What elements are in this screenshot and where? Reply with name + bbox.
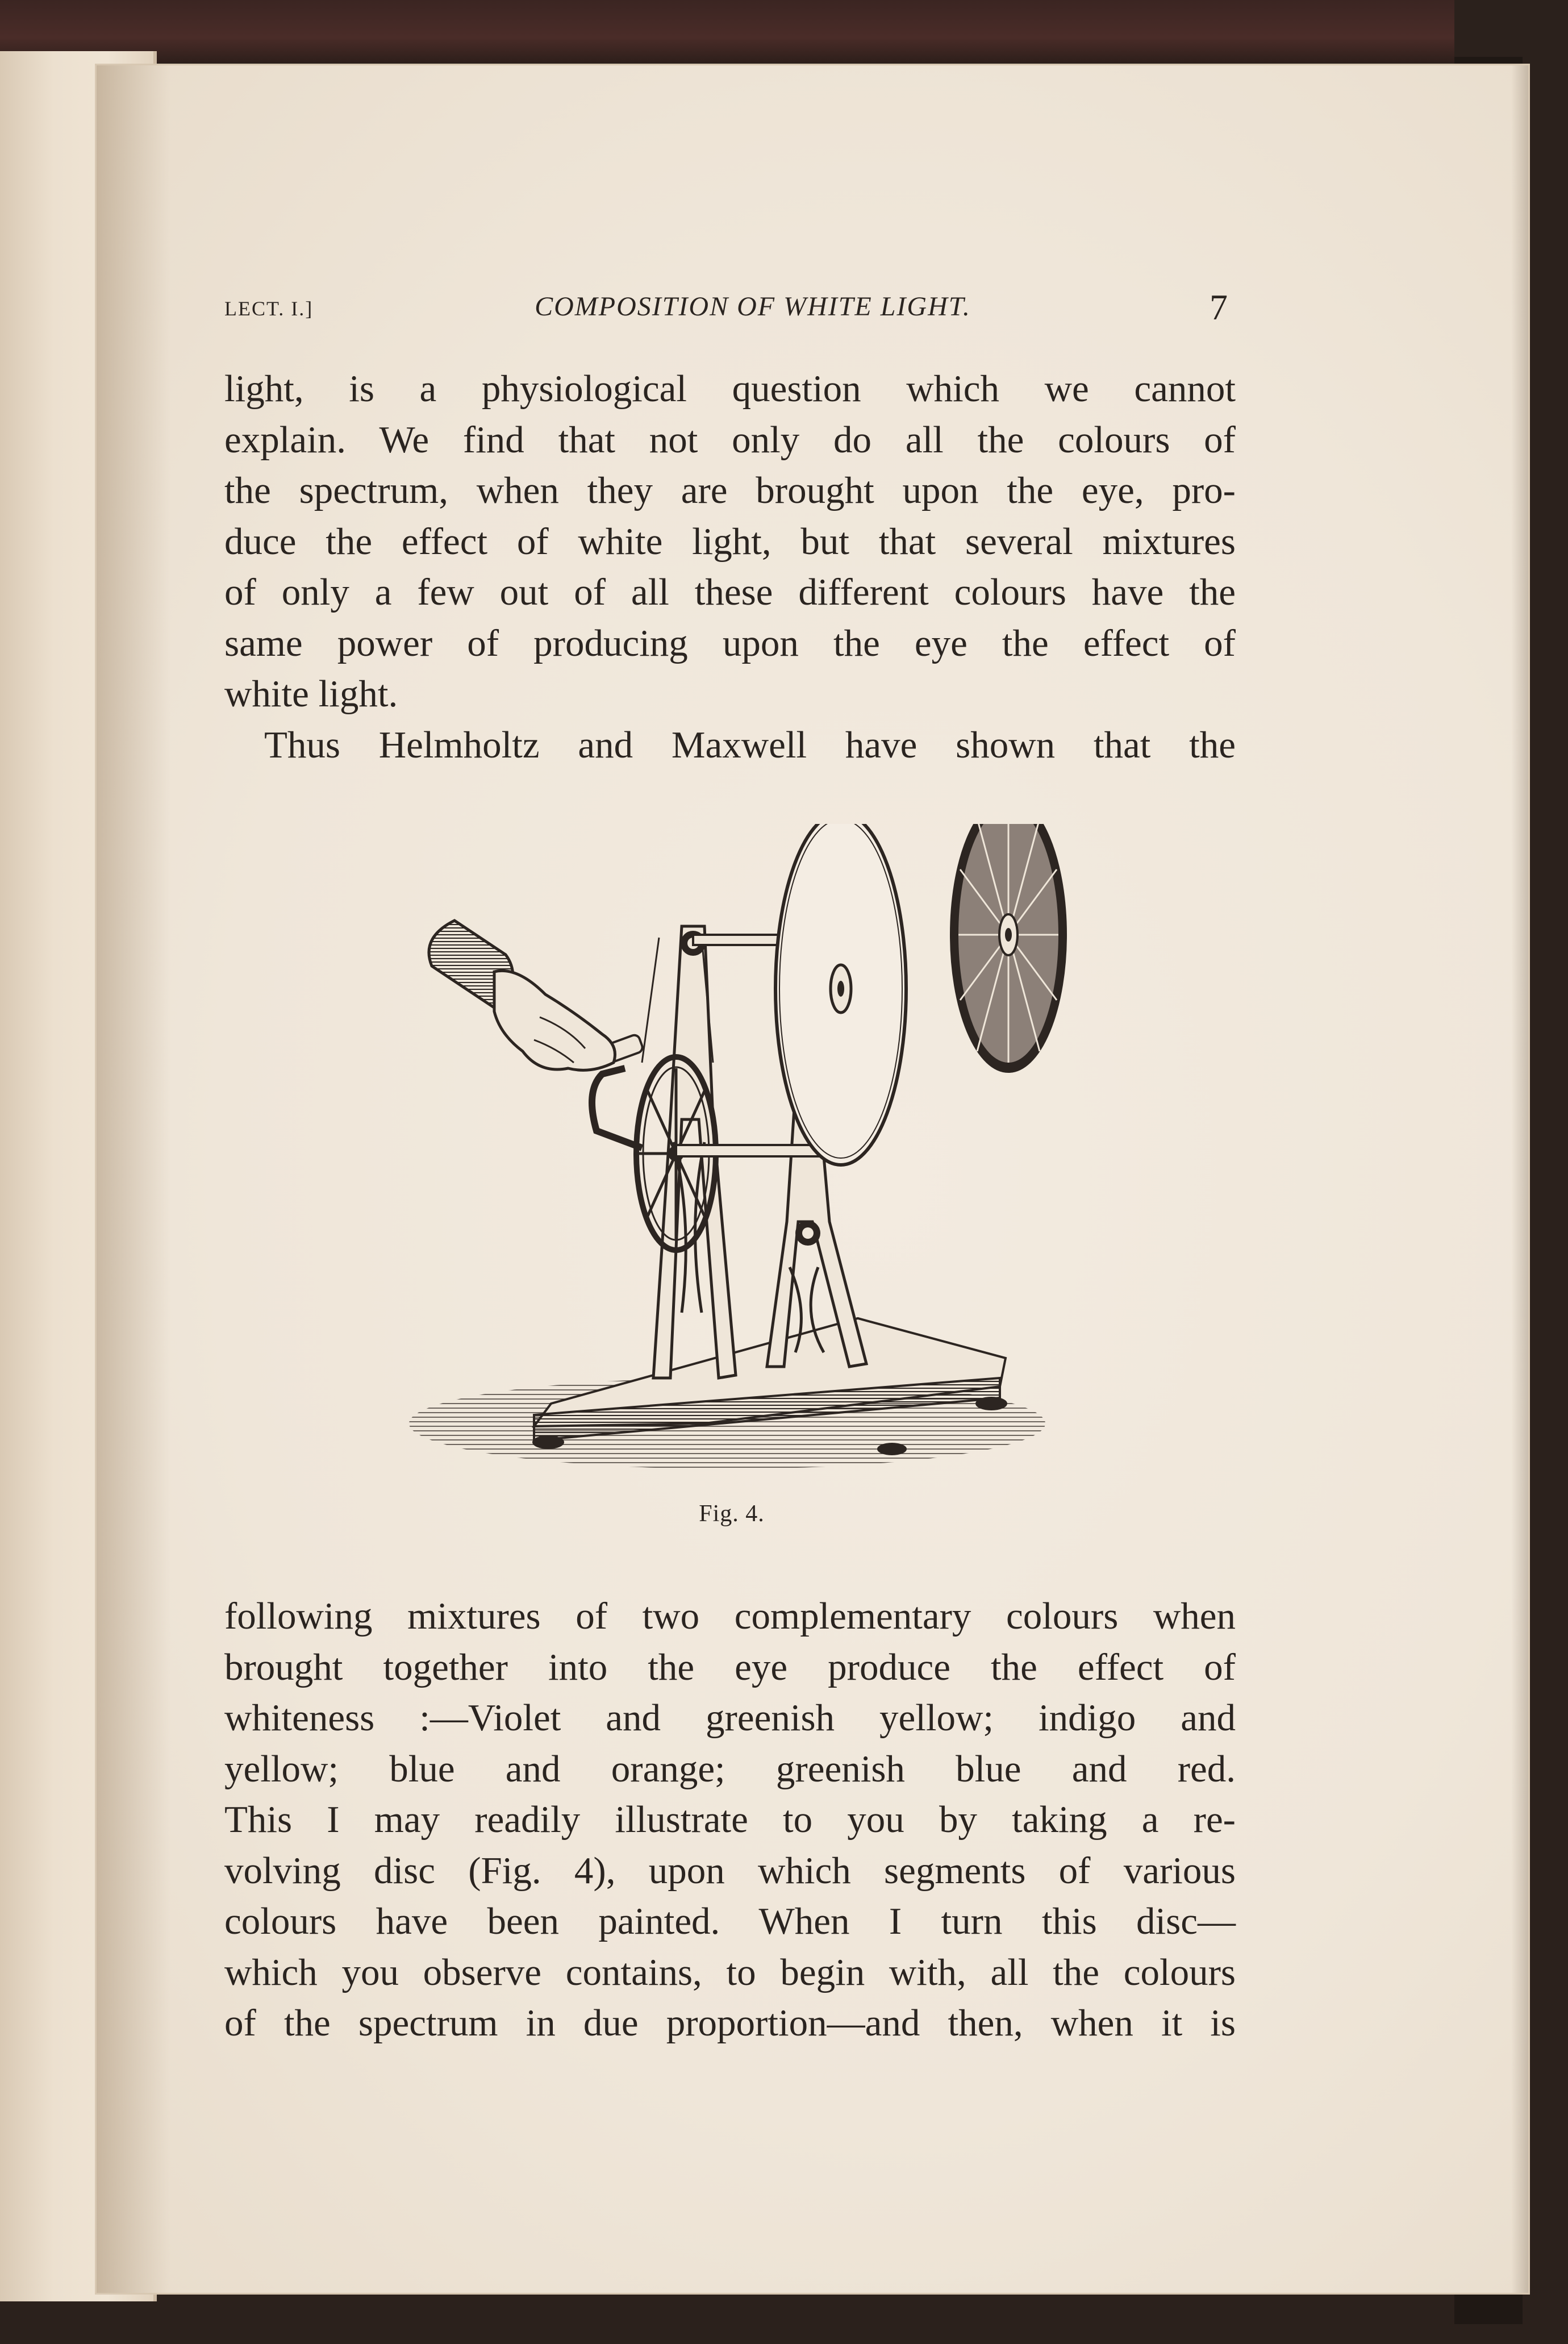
text-line: explain. We find that not only do all the colours of <box>224 418 1236 461</box>
text-line: duce the effect of white light, but that several mixtures <box>224 520 1236 563</box>
text-line: white light. <box>224 673 398 715</box>
text-line: This I may readily illustrate to you by taking a re- <box>224 1798 1236 1841</box>
text-line: volving disc (Fig. 4), upon which segments of various <box>224 1849 1236 1892</box>
figure-4-illustration <box>386 824 1079 1494</box>
running-header-lecture: LECT. I.] <box>224 297 314 320</box>
text-line: yellow; blue and orange; greenish blue and red. <box>224 1747 1236 1790</box>
text-line: which you observe contains, to begin with, all the colours <box>224 1951 1236 1993</box>
figure-caption: Fig. 4. <box>699 1501 765 1527</box>
text-line: colours have been painted. When I turn this disc— <box>224 1900 1236 1942</box>
page-edge-shadow <box>1511 65 1528 2293</box>
text-line: the spectrum, when they are brought upon the eye, pro- <box>224 469 1236 511</box>
white-disc <box>775 824 906 1165</box>
revolving-disc-apparatus <box>386 824 1079 1494</box>
running-header <box>224 289 1236 334</box>
text-line: brought together into the eye produce the effect of <box>224 1646 1236 1688</box>
text-line: of the spectrum in due proportion—and then, when it is <box>224 2002 1236 2044</box>
paragraph-bottom <box>224 1591 1236 2049</box>
text-line: Thus Helmholtz and Maxwell have shown that the <box>264 723 1236 766</box>
page-number: 7 <box>1210 287 1228 327</box>
coloured-segment-disc <box>952 824 1065 1071</box>
text-line: same power of producing upon the eye the effect of <box>224 622 1236 664</box>
paragraph-top <box>224 364 1236 771</box>
text-line: whiteness :—Violet and greenish yellow; indigo and <box>224 1697 1236 1739</box>
hand-turning-crank <box>429 921 615 1070</box>
text-line: light, is a physiological question which we cannot <box>224 368 1236 410</box>
running-header-title: COMPOSITION OF WHITE LIGHT. <box>535 292 971 322</box>
text-line: of only a few out of all these different colours have the <box>224 571 1236 613</box>
text-line: following mixtures of two complementary colours when <box>224 1595 1236 1637</box>
page-gutter-shadow <box>97 65 170 2293</box>
book-cover-edge <box>0 0 1454 63</box>
